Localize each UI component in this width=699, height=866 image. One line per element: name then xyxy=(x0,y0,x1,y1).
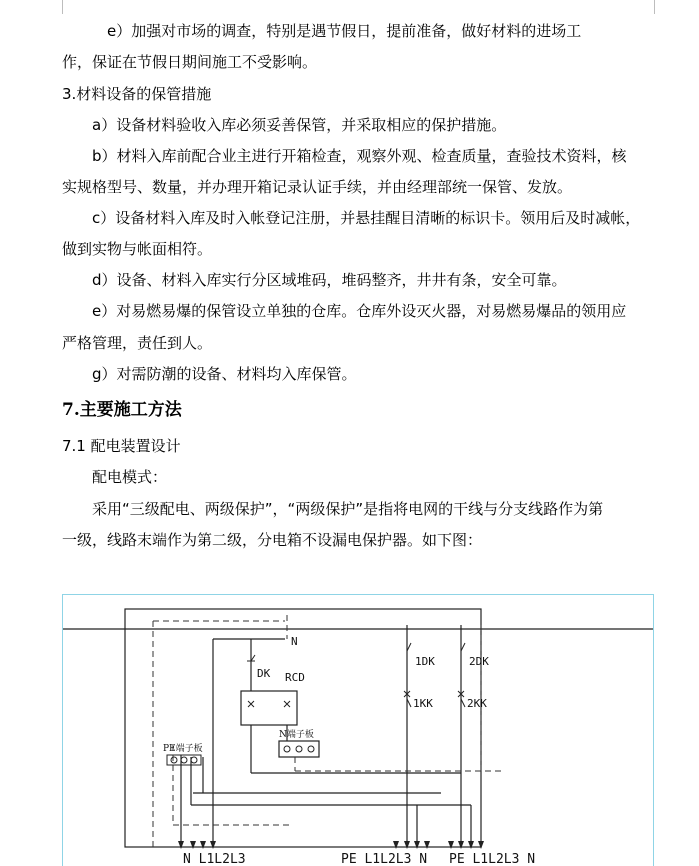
paragraph-line: 作，保证在节假日期间施工不受影响。 xyxy=(62,53,318,71)
margin-crop-mark-left xyxy=(62,0,63,14)
paragraph-line: 实规格型号、数量，并办理开箱记录认证手续，并由经理部统一保管、发放。 xyxy=(62,178,573,196)
bottom-label: PE L1L2L3 N xyxy=(449,852,536,866)
kk2-label: 2KK xyxy=(467,697,487,710)
arrow-head xyxy=(468,841,474,849)
wiring-diagram-svg xyxy=(63,595,654,866)
bottom-label: N L1L2L3 xyxy=(183,852,246,866)
paragraph-line: 严格管理，责任到人。 xyxy=(62,334,213,352)
arrow-head xyxy=(200,841,206,849)
kk1-label: 1KK xyxy=(413,697,433,710)
heading: 7.主要施工方法 xyxy=(62,400,182,420)
wiring-diagram xyxy=(62,594,654,866)
n-terminal-box xyxy=(279,741,319,757)
section-title: 3.材料设备的保管措施 xyxy=(62,85,212,103)
n-top-label: N xyxy=(291,635,298,648)
paragraph-line: e）加强对市场的调查，特别是遇节假日，提前准备，做好材料的进场工 xyxy=(107,22,582,40)
paragraph-line: c）设备材料入库及时入帐登记注册，并悬挂醒目清晰的标识卡。领用后及时减帐， xyxy=(92,209,641,227)
rcd-label: RCD xyxy=(285,671,305,684)
body-line: 采用“三级配电、两级保护”，“两级保护”是指将电网的干线与分支线路作为第 xyxy=(92,500,604,518)
paragraph-line: d）设备、材料入库实行分区域堆码，堆码整齐，井井有条，安全可靠。 xyxy=(92,271,567,289)
rcd-contact-symbol xyxy=(248,701,254,707)
paragraph-line: 做到实物与帐面相符。 xyxy=(62,240,213,258)
arrow-head xyxy=(178,841,184,849)
margin-crop-mark-right xyxy=(654,0,655,14)
box-outline xyxy=(125,609,481,847)
paragraph-line: e）对易燃易爆的保管设立单独的仓库。仓库外设灭火器，对易燃易爆品的领用应 xyxy=(92,302,627,320)
terminal-circle xyxy=(284,746,290,752)
mode-label: 配电模式： xyxy=(92,468,168,486)
paragraph-line: g）对需防潮的设备、材料均入库保管。 xyxy=(92,365,357,383)
paragraph-line: a）设备材料验收入库必须妥善保管，并采取相应的保护措施。 xyxy=(92,116,507,134)
terminal-circle xyxy=(181,757,187,763)
body-line: 一级，线路末端作为第二级，分电箱不设漏电保护器。如下图： xyxy=(62,531,483,549)
terminal-circle xyxy=(191,757,197,763)
arrow-head xyxy=(424,841,430,849)
bottom-label: PE L1L2L3 N xyxy=(341,852,428,866)
terminal-circle xyxy=(296,746,302,752)
arrow-head xyxy=(190,841,196,849)
arrow-head xyxy=(478,841,484,849)
terminal-circle xyxy=(308,746,314,752)
arrow-head xyxy=(458,841,464,849)
terminal-circle xyxy=(171,757,177,763)
arrow-head xyxy=(393,841,399,849)
dk2-label: 2DK xyxy=(469,655,489,668)
arrow-head xyxy=(448,841,454,849)
n-terminal-label: N端子板 xyxy=(279,730,314,740)
arrow-head xyxy=(210,841,216,849)
rcd-box xyxy=(241,691,297,725)
arrow-head xyxy=(414,841,420,849)
subheading: 7.1 配电装置设计 xyxy=(62,437,181,455)
dk-label: DK xyxy=(257,667,271,680)
arrow-head xyxy=(404,841,410,849)
rcd-contact-symbol xyxy=(284,701,290,707)
dk1-label: 1DK xyxy=(415,655,435,668)
paragraph-line: b）材料入库前配合业主进行开箱检查，观察外观、检查质量，查验技术资料，核 xyxy=(92,147,627,165)
pe-terminal-label: PE端子板 xyxy=(163,744,203,754)
